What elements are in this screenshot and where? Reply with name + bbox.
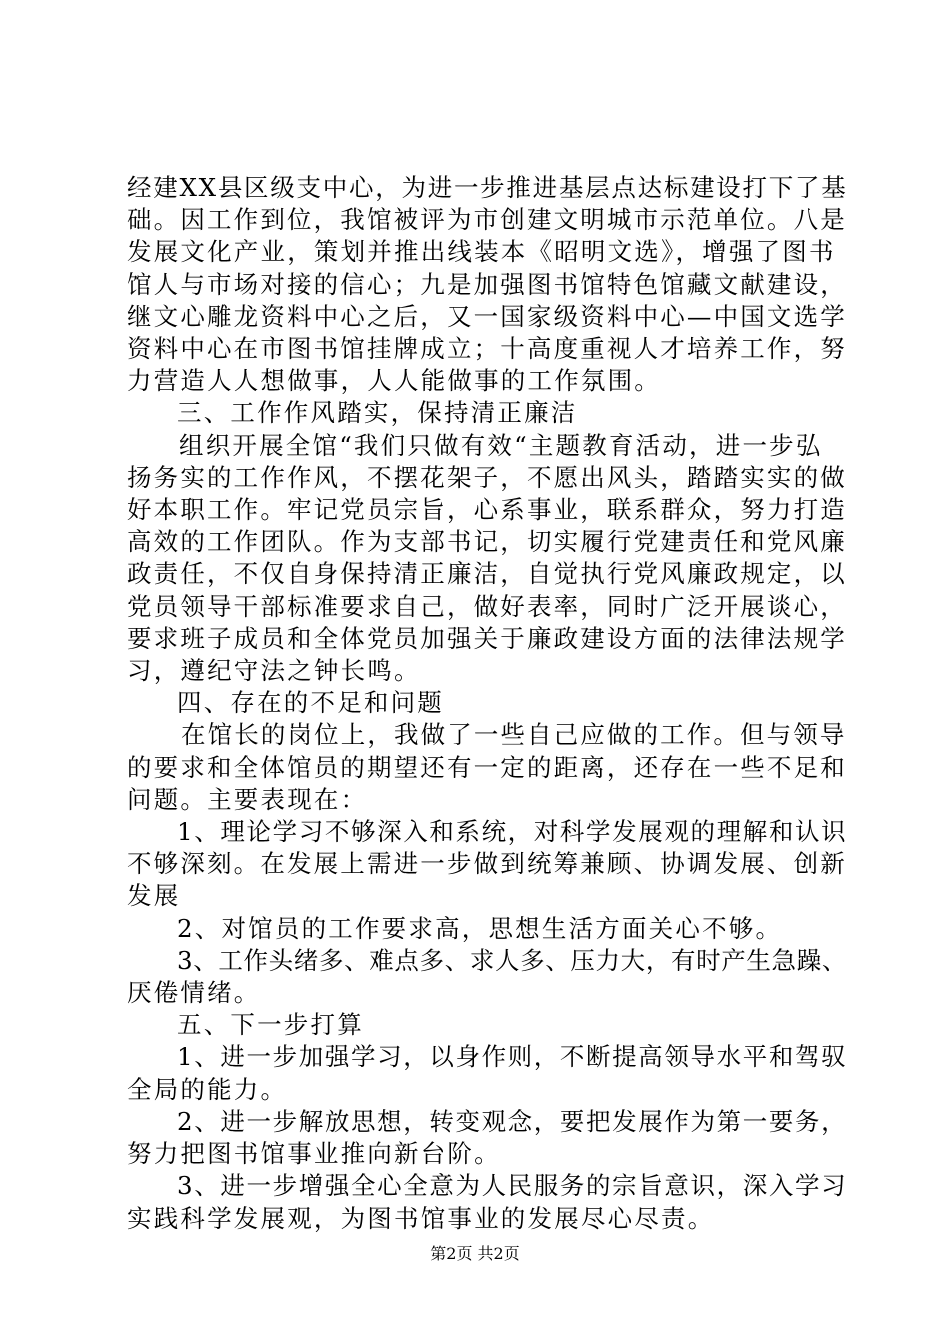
text-line: 发展: [127, 881, 181, 911]
text-line: 2、对馆员的工作要求高，思想生活方面关心不够。: [177, 913, 783, 943]
text-line: 扬务实的工作作风，不摆花架子，不愿出风头，踏踏实实的做: [127, 462, 847, 492]
text-line: 习，遵纪守法之钟长鸣。: [127, 656, 421, 686]
text-line: 资料中心在市图书馆挂牌成立；十高度重视人才培养工作，努: [127, 334, 847, 364]
text-line: 3、进一步增强全心全意为人民服务的宗旨意识，深入学习: [177, 1171, 848, 1201]
text-line: 全局的能力。: [127, 1074, 288, 1104]
text-line: 继文心雕龙资料中心之后，又一国家级资料中心—中国文选学: [127, 301, 847, 331]
text-line: 五、下一步打算: [177, 1010, 364, 1040]
text-line: 四、存在的不足和问题: [177, 688, 444, 718]
text-line: 问题。主要表现在：: [127, 784, 368, 814]
text-line: 组织开展全馆“我们只做有效“主题教育活动，进一步弘: [179, 430, 823, 460]
text-line: 高效的工作团队。作为支部书记，切实履行党建责任和党风廉: [127, 527, 847, 557]
text-line: 馆人与市场对接的信心；九是加强图书馆特色馆藏文献建设，: [127, 269, 847, 299]
text-line: 政责任，不仅自身保持清正廉洁，自觉执行党风廉政规定，以: [127, 559, 847, 589]
page-footer: 第2页 共2页: [430, 1244, 520, 1263]
text-line: 1、理论学习不够深入和系统，对科学发展观的理解和认识: [177, 817, 848, 847]
text-line: 不够深刻。在发展上需进一步做到统筹兼顾、协调发展、创新: [127, 849, 847, 879]
text-line: 要求班子成员和全体党员加强关于廉政建设方面的法律法规学: [127, 623, 847, 653]
text-line: 厌倦情绪。: [127, 978, 261, 1008]
text-line: 党员领导干部标准要求自己，做好表率，同时广泛开展谈心，: [127, 591, 847, 621]
text-line: 三、工作作风踏实，保持清正廉洁: [177, 398, 578, 428]
text-line: 在馆长的岗位上，我做了一些自己应做的工作。但与领导: [181, 720, 847, 750]
text-line: 3、工作头绪多、难点多、求人多、压力大，有时产生急躁、: [177, 945, 847, 975]
text-line: 好本职工作。牢记党员宗旨，心系事业，联系群众，努力打造: [127, 495, 847, 525]
text-line: 础。因工作到位，我馆被评为市创建文明城市示范单位。八是: [127, 205, 847, 235]
text-line: 实践科学发展观，为图书馆事业的发展尽心尽责。: [127, 1203, 715, 1233]
document-body: [127, 172, 848, 1235]
text-line: 力营造人人想做事，人人能做事的工作氛围。: [127, 366, 661, 396]
text-line: 努力把图书馆事业推向新台阶。: [127, 1139, 501, 1169]
text-line: 2、进一步解放思想，转变观念，要把发展作为第一要务，: [177, 1106, 848, 1136]
text-line: 1、进一步加强学习，以身作则，不断提高领导水平和驾驭: [177, 1042, 848, 1072]
text-line: 经建XX县区级支中心，为进一步推进基层点达标建设打下了基: [127, 173, 848, 202]
text-line: 的要求和全体馆员的期望还有一定的距离，还存在一些不足和: [127, 752, 847, 782]
text-line: 发展文化产业，策划并推出线装本《昭明文选》，增强了图书: [127, 237, 836, 267]
